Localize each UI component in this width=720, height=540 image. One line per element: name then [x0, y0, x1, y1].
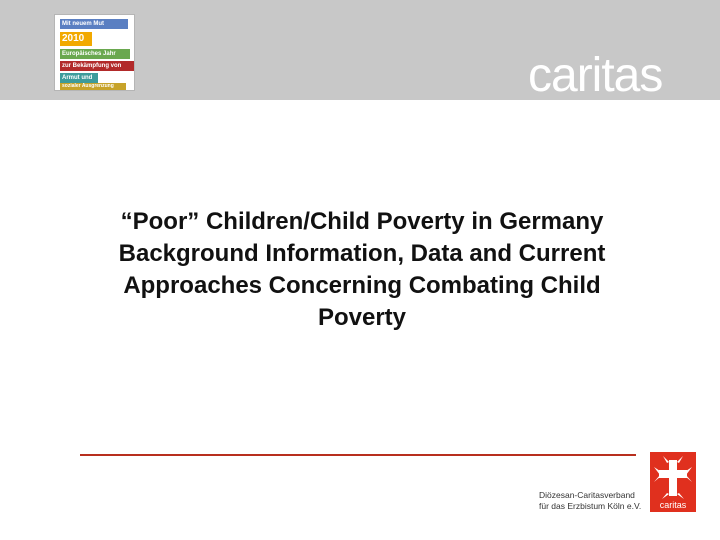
logo-year: 2010: [60, 32, 92, 46]
logo-line-5: Armut und: [60, 73, 98, 83]
caritas-flame-cross-logo: [650, 452, 696, 512]
org-name-line-2: für das Erzbistum Köln e.V.: [539, 501, 642, 511]
footer-divider: [80, 454, 636, 456]
org-name-line-1: Diözesan-Caritasverband: [539, 490, 635, 500]
caritas-wordmark: caritas: [528, 49, 663, 102]
title-line-3: Approaches Concerning Combating Child: [123, 272, 601, 299]
logo-line-1: Mit neuem Mut: [60, 19, 128, 29]
logo-line-6: sozialer Ausgrenzung: [60, 83, 126, 90]
organization-name: [539, 490, 649, 512]
title-line-2: Background Information, Data and Current: [118, 240, 606, 267]
badge-label: caritas: [659, 500, 687, 510]
slide-title: [60, 206, 664, 334]
european-year-2010-logo: [54, 14, 135, 91]
title-line-4: Poverty: [317, 304, 407, 331]
logo-line-3: Europäisches Jahr: [60, 49, 130, 59]
logo-line-4: zur Bekämpfung von: [60, 61, 134, 71]
title-line-1: “Poor” Children/Child Poverty in Germany: [120, 208, 604, 235]
header-band: [0, 0, 720, 100]
